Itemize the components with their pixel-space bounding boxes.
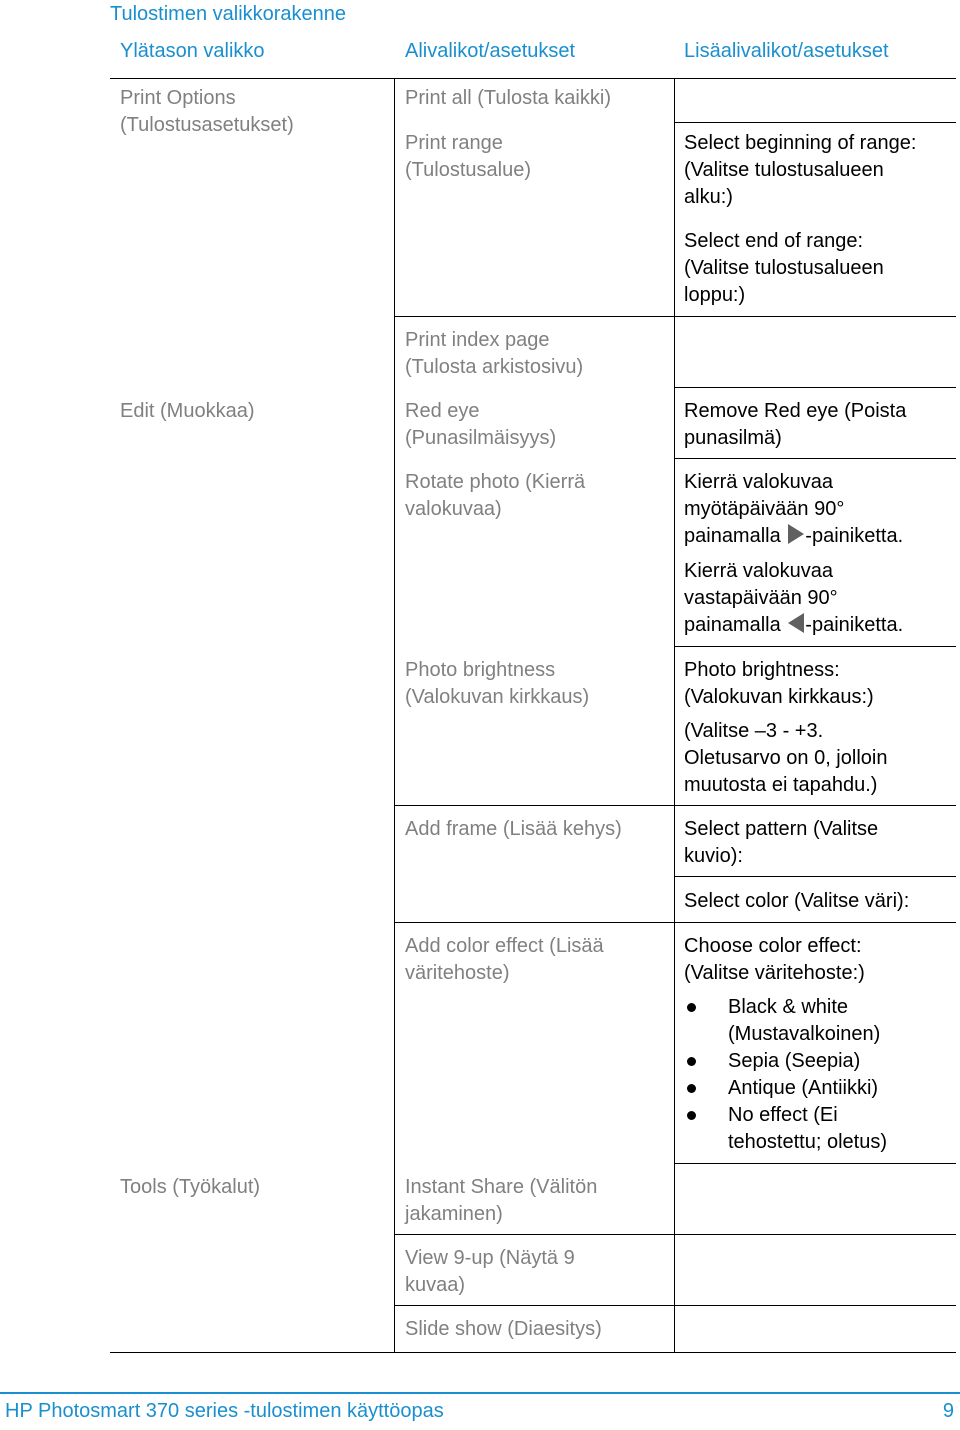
submenu-photo-brightness <box>405 657 589 711</box>
effect-none-line1: No effect (Ei <box>728 1104 838 1126</box>
footer-title: HP Photosmart 370 series -tulostimen käyttöopas <box>5 1400 444 1422</box>
submenu-print-range <box>405 130 531 184</box>
submenu-slide-show: Slide show (Diaesitys) <box>405 1318 602 1340</box>
option-rotate-clockwise-line1: Kierrä valokuvaa <box>684 471 833 493</box>
option-rotate-counterclockwise-line1: Kierrä valokuvaa <box>684 560 833 582</box>
option-range-end-line2: (Valitse tulostusalueen <box>684 257 884 279</box>
option-photo-brightness <box>684 657 874 711</box>
option-rotate-clockwise-line3: painamalla -painiketta. <box>684 525 904 547</box>
submenu-view-9up-line2: kuvaa) <box>405 1274 466 1296</box>
effect-black-white-line2: (Mustavalkoinen) <box>728 1023 881 1045</box>
right-arrow-icon <box>788 524 804 544</box>
option-range-beginning-line2: (Valitse tulostusalueen <box>684 159 884 181</box>
option-rotate-clockwise-line2: myötäpäivään 90° <box>684 498 845 520</box>
footer-rule <box>0 1392 960 1394</box>
submenu-rotate-photo-line2: valokuvaa) <box>405 498 502 520</box>
bullet-icon <box>687 1057 696 1066</box>
submenu-rotate-photo <box>405 469 585 523</box>
menu-tools: Tools (Työkalut) <box>120 1176 261 1198</box>
header-top-menu: Ylätason valikko <box>120 40 265 62</box>
effect-black-white-line1: Black & white <box>728 996 849 1018</box>
effect-none-line2: tehostettu; oletus) <box>728 1131 887 1153</box>
option-brightness-range-line3: muutosta ei tapahdu.) <box>684 774 878 796</box>
option-brightness-range-line1: (Valitse –3 - +3. <box>684 720 824 742</box>
option-select-pattern-line2: kuvio): <box>684 845 743 867</box>
menu-print-options-translation: (Tulostusasetukset) <box>120 114 294 136</box>
option-rotate-counterclockwise <box>684 558 903 639</box>
option-photo-brightness-line2: (Valokuvan kirkkaus:) <box>684 686 874 708</box>
submenu-index-page-translation: (Tulosta arkistosivu) <box>405 356 584 378</box>
option-brightness-range-line2: Oletusarvo on 0, jolloin <box>684 747 888 769</box>
option-photo-brightness-line1: Photo brightness: <box>684 659 840 681</box>
submenu-red-eye-translation: (Punasilmäisyys) <box>405 427 557 449</box>
submenu-index-page-label: Print index page <box>405 329 550 351</box>
submenu-view-9up <box>405 1245 575 1299</box>
submenu-view-9up-line1: View 9-up (Näytä 9 <box>405 1247 575 1269</box>
submenu-color-effect-line2: väritehoste) <box>405 962 510 984</box>
bullet-icon <box>687 1003 696 1012</box>
option-choose-color-effect-line1: Choose color effect: <box>684 935 862 957</box>
effect-sepia: Sepia (Seepia) <box>728 1050 861 1072</box>
menu-print-options <box>120 85 294 139</box>
option-select-pattern <box>684 816 878 870</box>
option-range-beginning-line1: Select beginning of range: <box>684 132 917 154</box>
option-choose-color-effect <box>684 933 865 987</box>
left-arrow-icon <box>788 613 804 633</box>
submenu-photo-brightness-line2: (Valokuvan kirkkaus) <box>405 686 590 708</box>
effect-antique: Antique (Antiikki) <box>728 1077 879 1099</box>
bullet-icon <box>687 1111 696 1120</box>
option-rotate-counterclockwise-line3: painamalla -painiketta. <box>684 614 904 636</box>
submenu-instant-share-line1: Instant Share (Välitön <box>405 1176 598 1198</box>
option-remove-red-eye-line1: Remove Red eye (Poista <box>684 400 907 422</box>
effect-none <box>728 1102 887 1156</box>
submenu-print-all: Print all (Tulosta kaikki) <box>405 87 611 109</box>
menu-print-options-label: Print Options <box>120 87 236 109</box>
header-submenus: Alivalikot/asetukset <box>405 40 576 62</box>
option-rotate-clockwise <box>684 469 903 550</box>
page-number: 9 <box>942 1400 954 1422</box>
option-remove-red-eye-line2: punasilmä) <box>684 427 782 449</box>
submenu-print-range-label: Print range <box>405 132 503 154</box>
submenu-instant-share-line2: jakaminen) <box>405 1203 503 1225</box>
effect-black-white <box>728 994 880 1048</box>
option-range-end-line1: Select end of range: <box>684 230 864 252</box>
option-range-beginning-line3: alku:) <box>684 186 733 208</box>
submenu-print-range-translation: (Tulostusalue) <box>405 159 531 181</box>
option-range-end-line3: loppu:) <box>684 284 746 306</box>
option-remove-red-eye <box>684 398 906 452</box>
option-range-beginning <box>684 130 916 211</box>
option-range-end <box>684 228 884 309</box>
submenu-instant-share <box>405 1174 597 1228</box>
submenu-photo-brightness-line1: Photo brightness <box>405 659 556 681</box>
submenu-index-page <box>405 327 583 381</box>
section-title: Tulostimen valikkorakenne <box>110 3 347 25</box>
submenu-rotate-photo-line1: Rotate photo (Kierrä <box>405 471 586 493</box>
submenu-red-eye-label: Red eye <box>405 400 480 422</box>
header-additional-submenus: Lisäalivalikot/asetukset <box>684 40 889 62</box>
option-select-pattern-line1: Select pattern (Valitse <box>684 818 879 840</box>
option-rotate-counterclockwise-line2: vastapäivään 90° <box>684 587 838 609</box>
submenu-color-effect <box>405 933 604 987</box>
option-choose-color-effect-line2: (Valitse väritehoste:) <box>684 962 865 984</box>
bullet-icon <box>687 1084 696 1093</box>
option-select-color: Select color (Valitse väri): <box>684 890 910 912</box>
menu-edit: Edit (Muokkaa) <box>120 400 255 422</box>
submenu-add-frame: Add frame (Lisää kehys) <box>405 818 622 840</box>
submenu-color-effect-line1: Add color effect (Lisää <box>405 935 604 957</box>
submenu-red-eye <box>405 398 556 452</box>
option-brightness-range-note <box>684 718 887 799</box>
